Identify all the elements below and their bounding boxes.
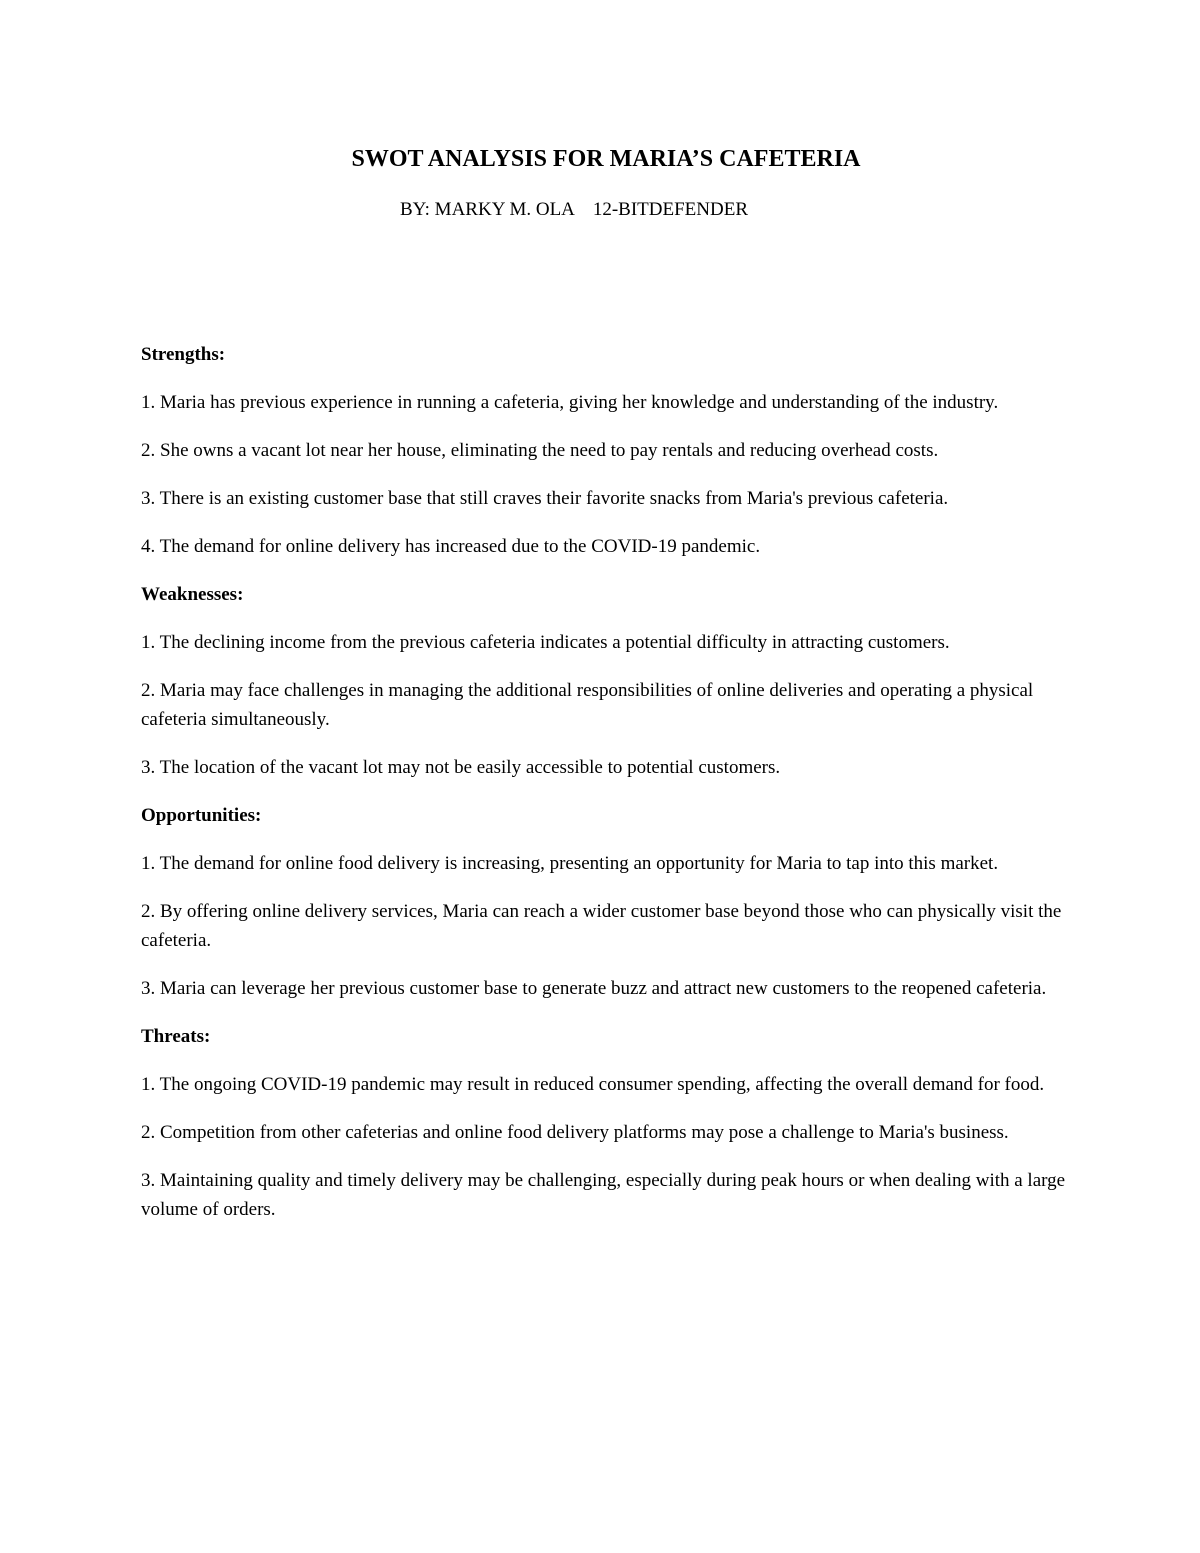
list-item: 1. The declining income from the previous cafeteria indicates a potential difficulty in attracting customers. bbox=[141, 632, 950, 653]
section-heading: Weaknesses: bbox=[141, 584, 244, 605]
list-item: 2. Maria may face challenges in managing the additional responsibilities of online deliveries and operating a physical cafeteria simultaneously. bbox=[141, 680, 1034, 730]
list-item: 4. The demand for online delivery has increased due to the COVID-19 pandemic. bbox=[141, 536, 761, 557]
section-threats bbox=[141, 1022, 1066, 1224]
section-heading: Opportunities: bbox=[141, 805, 262, 826]
page-title: SWOT ANALYSIS FOR MARIA’S CAFETERIA bbox=[351, 146, 861, 172]
list-item: 2. She owns a vacant lot near her house, eliminating the need to pay rentals and reducing overhead costs. bbox=[141, 440, 939, 461]
section-heading: Threats: bbox=[141, 1026, 211, 1047]
list-item: 1. The ongoing COVID-19 pandemic may result in reduced consumer spending, affecting the overall demand for food. bbox=[141, 1074, 1045, 1095]
section-weaknesses bbox=[141, 580, 1066, 782]
list-item: 3. Maintaining quality and timely delivery may be challenging, especially during peak hours or when dealing with a large volume of orders. bbox=[141, 1170, 1066, 1220]
list-item: 3. There is an existing customer base that still craves their favorite snacks from Maria's previous cafeteria. bbox=[141, 488, 949, 509]
list-item: 2. Competition from other cafeterias and online food delivery platforms may pose a challenge to Maria's business. bbox=[141, 1122, 1009, 1143]
author-byline: BY: MARKY M. OLA 12-BITDEFENDER bbox=[400, 199, 749, 220]
section-strengths bbox=[141, 340, 1066, 561]
list-item: 1. Maria has previous experience in running a cafeteria, giving her knowledge and understanding of the industry. bbox=[141, 392, 999, 413]
list-item: 3. Maria can leverage her previous customer base to generate buzz and attract new customers to the reopened cafeteria. bbox=[141, 978, 1047, 999]
list-item: 2. By offering online delivery services, Maria can reach a wider customer base beyond those who can physically visit the cafeteria. bbox=[141, 901, 1062, 951]
section-heading: Strengths: bbox=[141, 344, 226, 365]
section-opportunities bbox=[141, 801, 1066, 1003]
list-item: 3. The location of the vacant lot may not be easily accessible to potential customers. bbox=[141, 757, 781, 778]
list-item: 1. The demand for online food delivery is increasing, presenting an opportunity for Maria to tap into this market. bbox=[141, 853, 999, 874]
swot-content bbox=[141, 340, 1066, 1243]
